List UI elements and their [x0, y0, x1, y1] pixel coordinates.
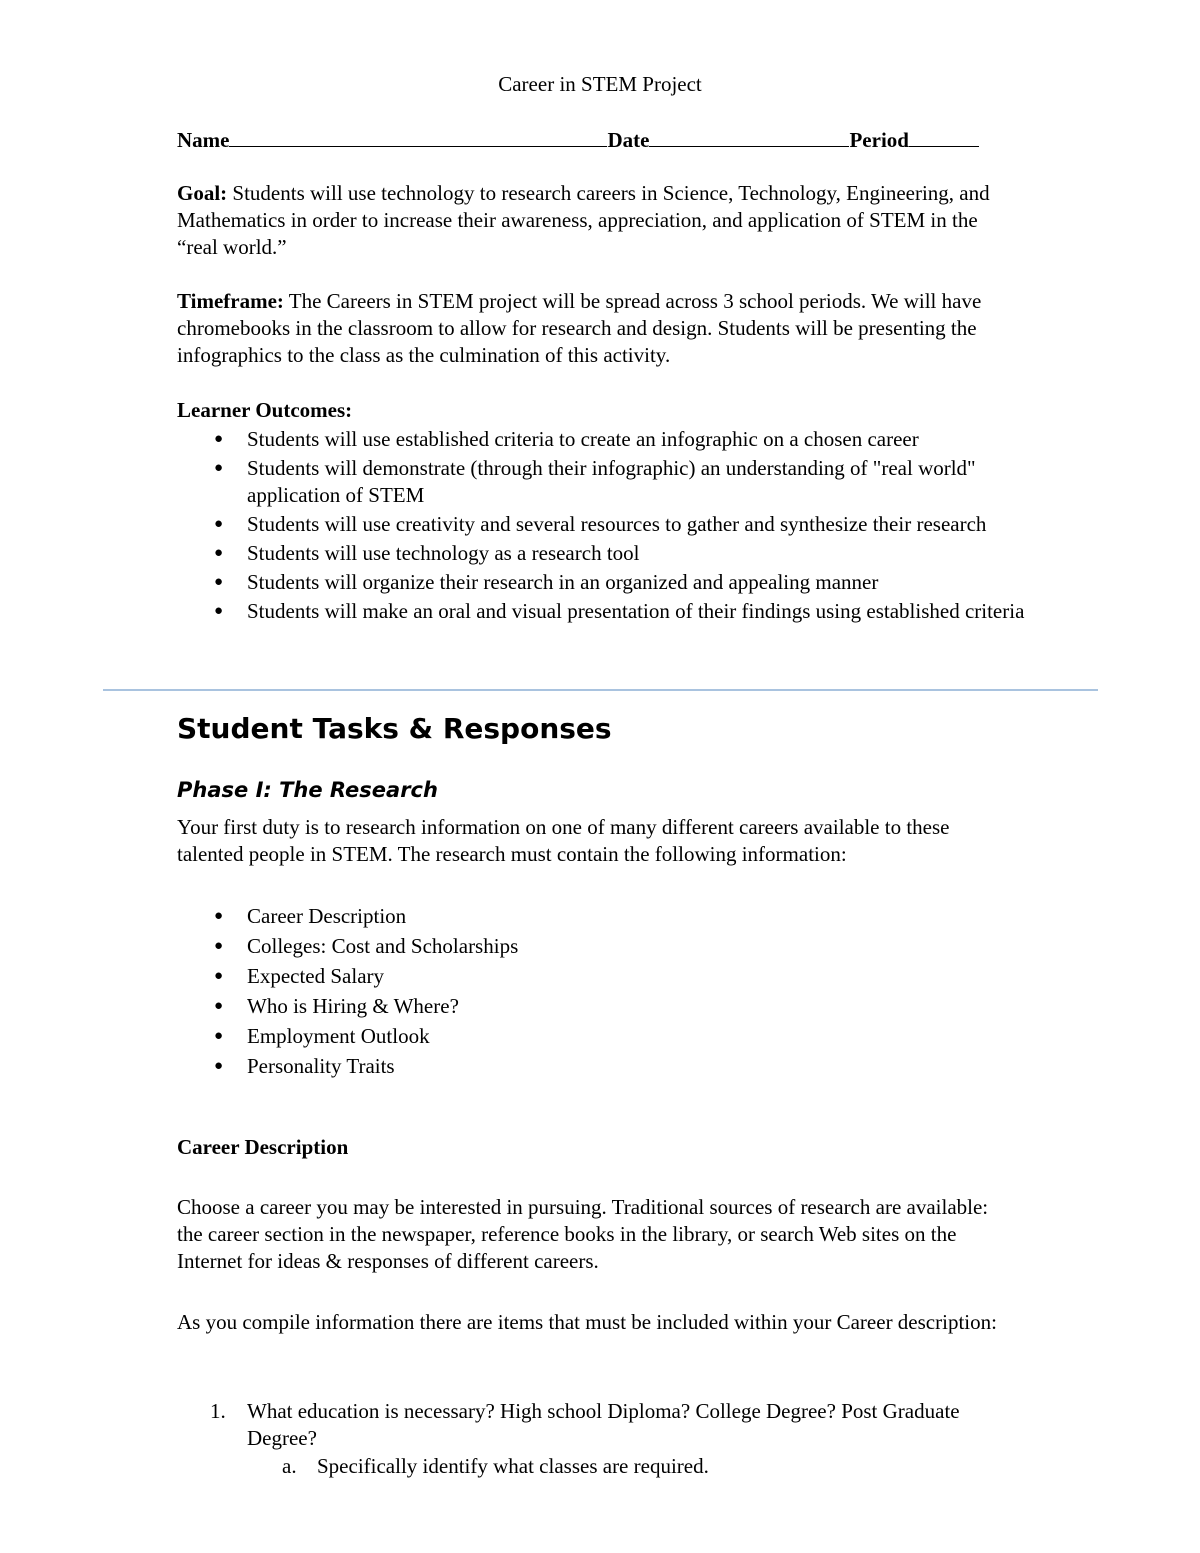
phase1-intro: Your first duty is to research information on one of many different careers available to these talented people in STEM. The research must contain the following information: — [177, 815, 950, 866]
question-1a-letter: a. — [282, 1454, 297, 1478]
name-label: Name — [177, 128, 230, 152]
question-1-number: 1. — [210, 1399, 226, 1423]
question-1-text: What education is necessary? High school Diploma? College Degree? Post Graduate Degree? — [247, 1399, 960, 1450]
list-item: ● Expected Salary — [177, 961, 1017, 991]
question-1 — [210, 1398, 1020, 1480]
career-description-para1: Choose a career you may be interested in pursuing. Traditional sources of research are available: the career section in the newspaper, reference books in the library, or search Web sites on the Internet for ideas & responses of different careers. — [177, 1195, 989, 1273]
phase1-title: Phase I: The Research — [177, 778, 438, 802]
list-item: ● Students will organize their research in an organized and appealing manner — [177, 569, 1027, 596]
list-item: ● Employment Outlook — [177, 1021, 1017, 1051]
section-divider — [103, 689, 1098, 691]
learner-outcomes-section — [177, 397, 1027, 627]
list-item: ● Students will use creativity and several resources to gather and synthesize their research — [177, 511, 1027, 538]
list-item: ● Students will make an oral and visual presentation of their findings using established criteria — [177, 598, 1027, 625]
goal-label: Goal: — [177, 181, 228, 205]
learner-outcomes-label: Learner Outcomes: — [177, 398, 353, 422]
timeframe-paragraph — [177, 288, 1017, 369]
goal-text: Students will use technology to research careers in Science, Technology, Engineering, and Mathematics in order to increase their awareness, appreciation, and application of STEM in the “real world.” — [177, 181, 990, 259]
career-description-heading-text: Career Description — [177, 1135, 349, 1159]
career-description-heading — [177, 1134, 1017, 1161]
list-item: ● Colleges: Cost and Scholarships — [177, 931, 1017, 961]
phase1-items-section — [177, 901, 1017, 1081]
timeframe-label: Timeframe: — [177, 289, 284, 313]
phase1-items-list — [177, 901, 1017, 1081]
timeframe-text: The Careers in STEM project will be spread across 3 school periods. We will have chromebooks in the classroom to allow for research and design. Students will be presenting the infographics to the class as the culmination of this activity. — [177, 289, 982, 367]
name-blank-line[interactable] — [229, 126, 607, 147]
document-title: Career in STEM Project — [498, 72, 702, 96]
career-description-para2: As you compile information there are items that must be included within your Career description: — [177, 1310, 997, 1334]
section-title: Student Tasks & Responses — [177, 712, 612, 745]
goal-paragraph — [177, 180, 1017, 261]
question-1a-text: Specifically identify what classes are required. — [317, 1454, 709, 1478]
list-item: ● Who is Hiring & Where? — [177, 991, 1017, 1021]
period-label: Period — [849, 128, 909, 152]
header-fields — [177, 126, 979, 153]
list-item: ● Career Description — [177, 901, 1017, 931]
list-item: ● Students will use established criteria to create an infographic on a chosen career — [177, 426, 1027, 453]
period-blank-line[interactable] — [909, 126, 979, 147]
list-item: ● Students will use technology as a research tool — [177, 540, 1027, 567]
list-item: ● Personality Traits — [177, 1051, 1017, 1081]
date-label: Date — [607, 128, 650, 152]
question-1a — [210, 1453, 1020, 1480]
date-blank-line[interactable] — [649, 126, 849, 147]
learner-outcomes-list — [177, 426, 1027, 625]
list-item: ● Students will demonstrate (through their infographic) an understanding of "real world" application of STEM — [177, 455, 1027, 509]
